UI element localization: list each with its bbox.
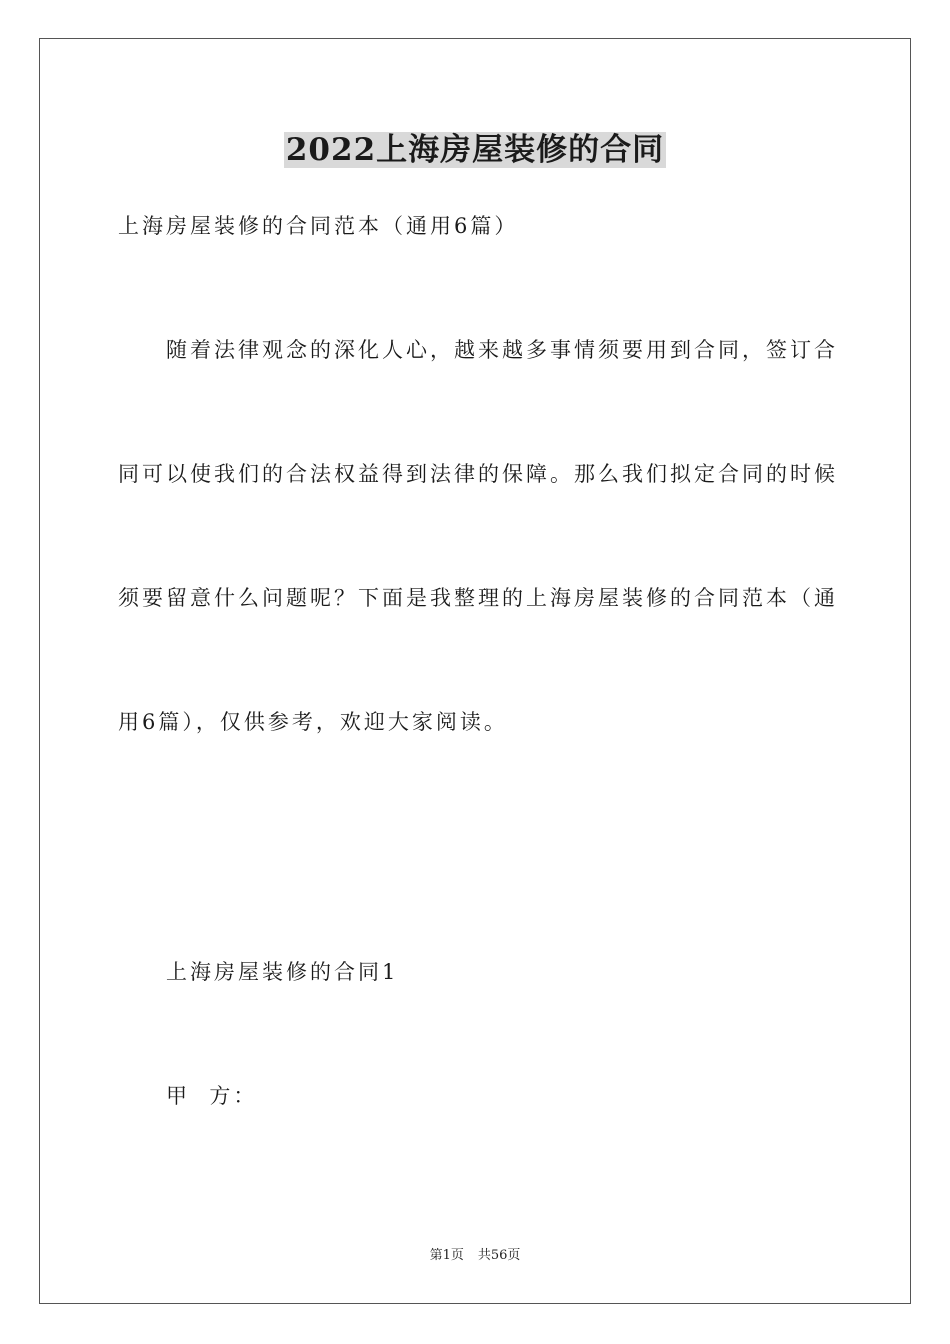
party-a-text: 甲 方：: [166, 1084, 258, 1108]
page-total: 共56页: [477, 1248, 521, 1263]
section-heading: 上海房屋装修的合同1: [166, 960, 399, 984]
intro-line-3: 须要留意什么问题呢？下面是我整理的上海房屋装修的合同范本（通: [118, 586, 838, 610]
intro-line-1: [118, 335, 838, 365]
intro-line-4: 用6篇），仅供参考，欢迎大家阅读。: [118, 710, 508, 734]
party-a-label: [166, 1081, 257, 1111]
intro-line-1-text: 随着法律观念的深化人心，越来越多事情须要用到合同，签订合: [166, 338, 838, 362]
document-title: [0, 128, 950, 172]
page-number: 第1页: [429, 1248, 464, 1263]
document-subtitle: 上海房屋装修的合同范本（通用6篇）: [118, 214, 519, 238]
intro-line-2: 同可以使我们的合法权益得到法律的保障。那么我们拟定合同的时候: [118, 462, 838, 486]
document-title-text: 2022上海房屋装修的合同: [285, 132, 665, 168]
page-footer: [0, 1247, 950, 1265]
